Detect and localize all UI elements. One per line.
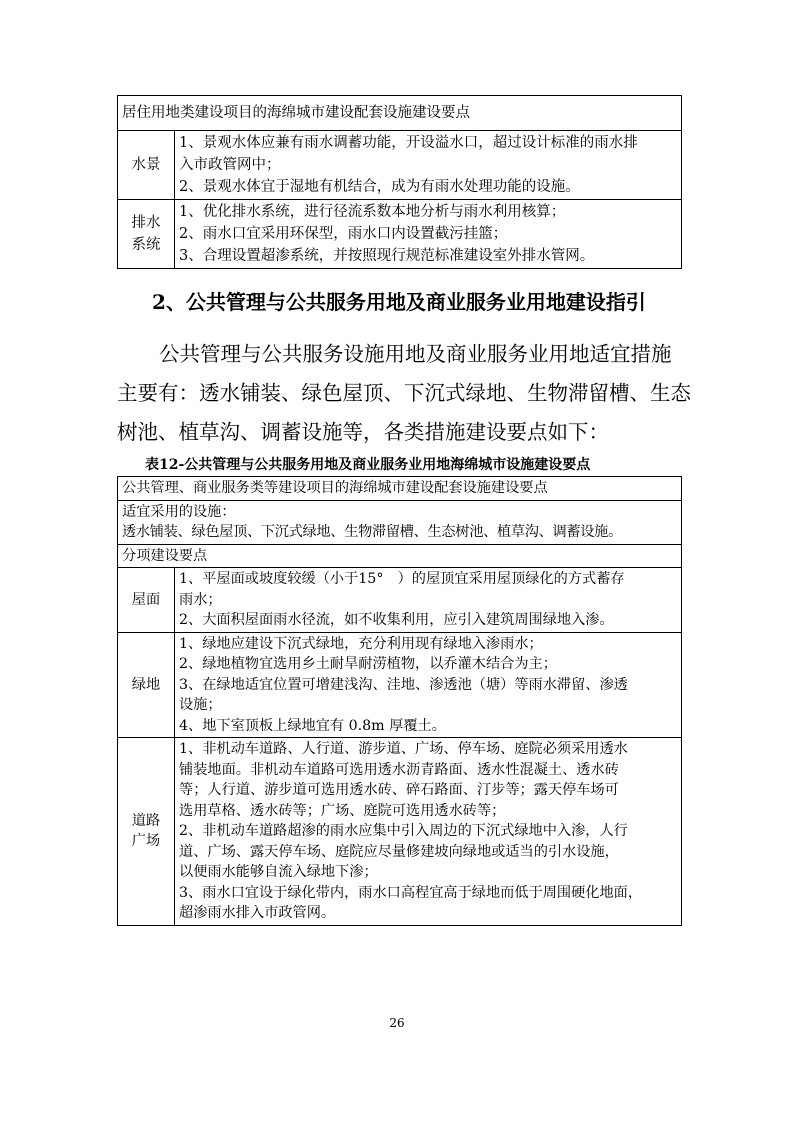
paragraph-line: 树池、植草沟、调蓄设施等，各类措施建设要点如下： [117,420,609,444]
table-row [118,738,682,926]
row-label-roof: 屋面 [118,568,175,633]
table2-header: 公共管理、商业服务类等建设项目的海绵城市建设配套设施建设要点 [118,477,682,501]
table1-header: 居住用地类建设项目的海绵城市建设配套设施建设要点 [118,96,682,131]
table-row [118,131,682,200]
table-row [118,632,682,738]
paragraph-line: 主要有：透水铺装、绿色屋顶、下沉式绿地、生物滞留槽、生态 [117,381,691,405]
table-caption: 表12-公共管理与公共服务用地及商业服务业用地海绵城市设施建设要点 [145,457,591,473]
row-label-green-space: 绿地 [118,632,175,738]
suitable-facilities-title: 适宜采用的设施： [122,503,236,520]
table-public-service-facilities [117,476,682,926]
row-label-water-landscape: 水景 [118,131,175,200]
row-content-water-landscape: 1、景观水体应兼有雨水调蓄功能，开设溢水口，超过设计标准的雨水排 入市政管网中； 2、景观水体宜于湿地有机结合，成为有雨水处理功能的设施。 [175,131,682,200]
body-paragraph [117,335,691,452]
paragraph-line: 公共管理与公共服务设施用地及商业服务业用地适宜措施 [159,342,672,366]
table-row [118,568,682,633]
table-residential-facilities [117,95,682,269]
row-content-roads-squares: 1、非机动车道路、人行道、游步道、广场、停车场、庭院必须采用透水 铺装地面。非机动车道路可选用透水沥青路面、透水性混凝土、透水砖 等；人行道、游步道可选用透水砖、碎石路面、汀步等；露天停车场可 选用草格、透水砖等；广场、庭院可选用透水砖等； 2、非机动车道路超渗的雨水应集中引入周边的下沉式绿地中入渗，人行 道、广场、露天停车场、庭院应尽量修建坡向绿地或适当的引水设施， 以便雨水能够自流入绿地下渗； 3、雨水口宜设于绿化带内，雨水口高程宜高于绿地而低于周围硬化地面， 超渗雨水排入市政管网。 [175,738,682,926]
row-label-drainage-system: 排水 系统 [118,200,175,269]
page-number: 26 [389,1016,405,1030]
section-title-cell: 分项建设要点 [118,544,682,568]
suitable-facilities-list: 透水铺装、绿色屋顶、下沉式绿地、生物滞留槽、生态树池、植草沟、调蓄设施。 [122,524,622,540]
section-heading: 2、公共管理与公共服务用地及商业服务业用地建设指引 [152,290,646,314]
row-content-green-space: 1、绿地应建设下沉式绿地，充分利用现有绿地入渗雨水； 2、绿地植物宜选用乡土耐旱耐涝植物，以乔灌木结合为主； 3、在绿地适宜位置可增建浅沟、洼地、渗透池（塘）等雨水滞留、渗透 设施； 4、地下室顶板上绿地宜有 0.8m 厚覆土。 [175,632,682,738]
table-row [118,200,682,269]
suitable-facilities-cell [118,500,682,544]
row-content-drainage-system: 1、优化排水系统，进行径流系数本地分析与雨水利用核算； 2、雨水口宜采用环保型，雨水口内设置截污挂篮； 3、合理设置超渗系统，并按照现行规范标准建设室外排水管网。 [175,200,682,269]
row-label-roads-squares: 道路 广场 [118,738,175,926]
row-content-roof: 1、平屋面或坡度较缓（小于15° ）的屋顶宜采用屋顶绿化的方式蓄存 雨水； 2、大面积屋面雨水径流，如不收集利用，应引入建筑周围绿地入渗。 [175,568,682,633]
